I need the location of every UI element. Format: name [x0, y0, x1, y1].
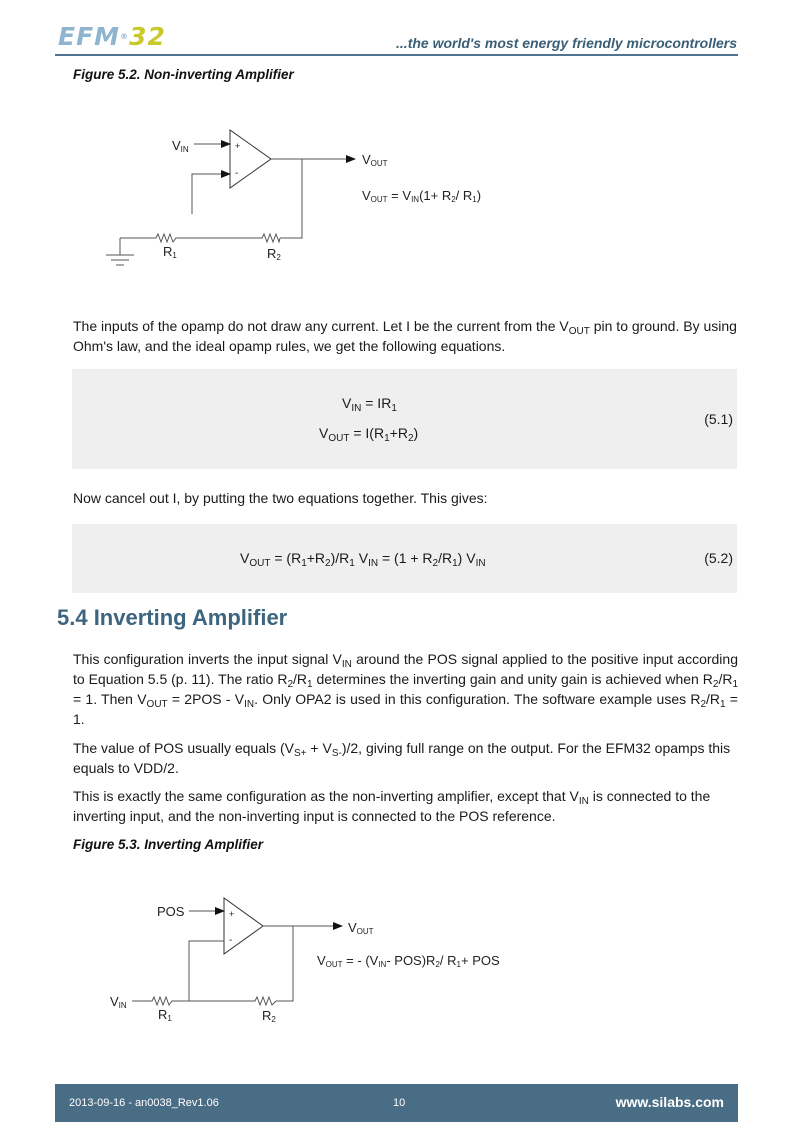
footer-doc-id: 2013-09-16 - an0038_Rev1.06 — [69, 1097, 219, 1109]
paragraph-cancel-out: Now cancel out I, by putting the two equations together. This gives: — [73, 490, 488, 506]
plus-terminal-label: + — [229, 909, 235, 919]
feedback-wire — [189, 941, 224, 1001]
inverting-amplifier-schematic — [100, 885, 520, 1030]
footer-website-link[interactable]: www.silabs.com — [615, 1094, 724, 1110]
paragraph-inverting-config: This configuration inverts the input signal $V_{IN}$ around the POS signal applied to the positive input according to Equation 5.5 (p. 11). The ratio $R_2/R_1$ determines the inverting gain and unity gain is achieved when $R_2/R_1 = 1$. Then $V_{OUT} = 2POS - V_{IN}$. Only OPA2 is used in this configuration. The software example uses $R_2/R_1 = 1$. — [73, 651, 738, 727]
figure-5-3-caption: Figure 5.3. Inverting Amplifier — [73, 837, 264, 852]
plus-terminal-label: + — [235, 141, 241, 151]
paragraph-pos-value: The value of POS usually equals $(V_{S+} + V_{S-})/2$, giving full range on the output. For the EFM32 opamps this equals to VDD/2. — [73, 740, 731, 776]
resistor-r1 — [132, 997, 189, 1005]
logo-registered-mark: ® — [120, 32, 130, 41]
equation-number: (5.2) — [704, 550, 733, 566]
logo-32: 32 — [129, 22, 166, 51]
equation-number: (5.1) — [704, 411, 733, 427]
resistor-r1 — [120, 234, 192, 242]
inverting-formula: VOUT = - (VIN- POS)R2/ R1+ POS — [317, 953, 500, 969]
figure-5-2-caption: Figure 5.2. Non-inverting Amplifier — [73, 67, 294, 82]
efm32-logo — [58, 24, 166, 50]
header-divider — [55, 54, 738, 56]
equation-5-1-box — [72, 369, 737, 469]
vout-label: VOUT — [362, 152, 388, 168]
non-inverting-formula: VOUT = VIN(1+ R2/ R1) — [362, 188, 482, 204]
logo-efm: EFM — [58, 22, 121, 51]
feedback-wire — [192, 174, 230, 214]
minus-terminal-label: - — [235, 168, 239, 179]
equation-gain: $V_{OUT} = (R_1+R_2)/R_1$ $V_{IN} = (1 + R_2/R_1)$ $V_{IN}$ — [240, 550, 486, 569]
minus-terminal-label: - — [229, 935, 233, 946]
equation-5-2-box — [72, 524, 737, 593]
r2-label: R2 — [267, 246, 281, 262]
r1-label: R1 — [158, 1007, 172, 1023]
non-inverting-amplifier-schematic — [100, 120, 520, 270]
paragraph-opamp-current: The inputs of the opamp do not draw any current. Let I be the current from the $V_{OUT}$ pin to ground. By using Ohm's law, and the ideal opamp rules, we get the following equations. — [73, 318, 737, 354]
vout-label: VOUT — [348, 920, 374, 936]
opamp-triangle — [230, 130, 271, 188]
resistor-r2 — [189, 997, 276, 1005]
r2-label: R2 — [262, 1008, 276, 1024]
r1-label: R1 — [163, 244, 177, 260]
section-heading: 5.4 Inverting Amplifier — [57, 605, 288, 630]
vin-label: VIN — [110, 994, 127, 1010]
resistor-r2 — [192, 234, 280, 242]
page-footer — [55, 1084, 738, 1122]
ground-icon — [106, 255, 134, 265]
paragraph-same-config: This is exactly the same configuration as the non-inverting amplifier, except that $V_{IN}$ is connected to the inverting input, and the non-inverting input is connected to the POS reference. — [73, 788, 711, 824]
footer-page-number: 10 — [393, 1097, 406, 1109]
header-tagline: ...the world's most energy friendly microcontrollers — [396, 35, 737, 51]
pos-label: POS — [157, 904, 185, 919]
equation-vin: $V_{IN} = IR_1$ — [342, 395, 397, 414]
vin-label: VIN — [172, 138, 189, 154]
equation-vout: $V_{OUT} = I(R_1+R_2)$ — [319, 425, 419, 444]
